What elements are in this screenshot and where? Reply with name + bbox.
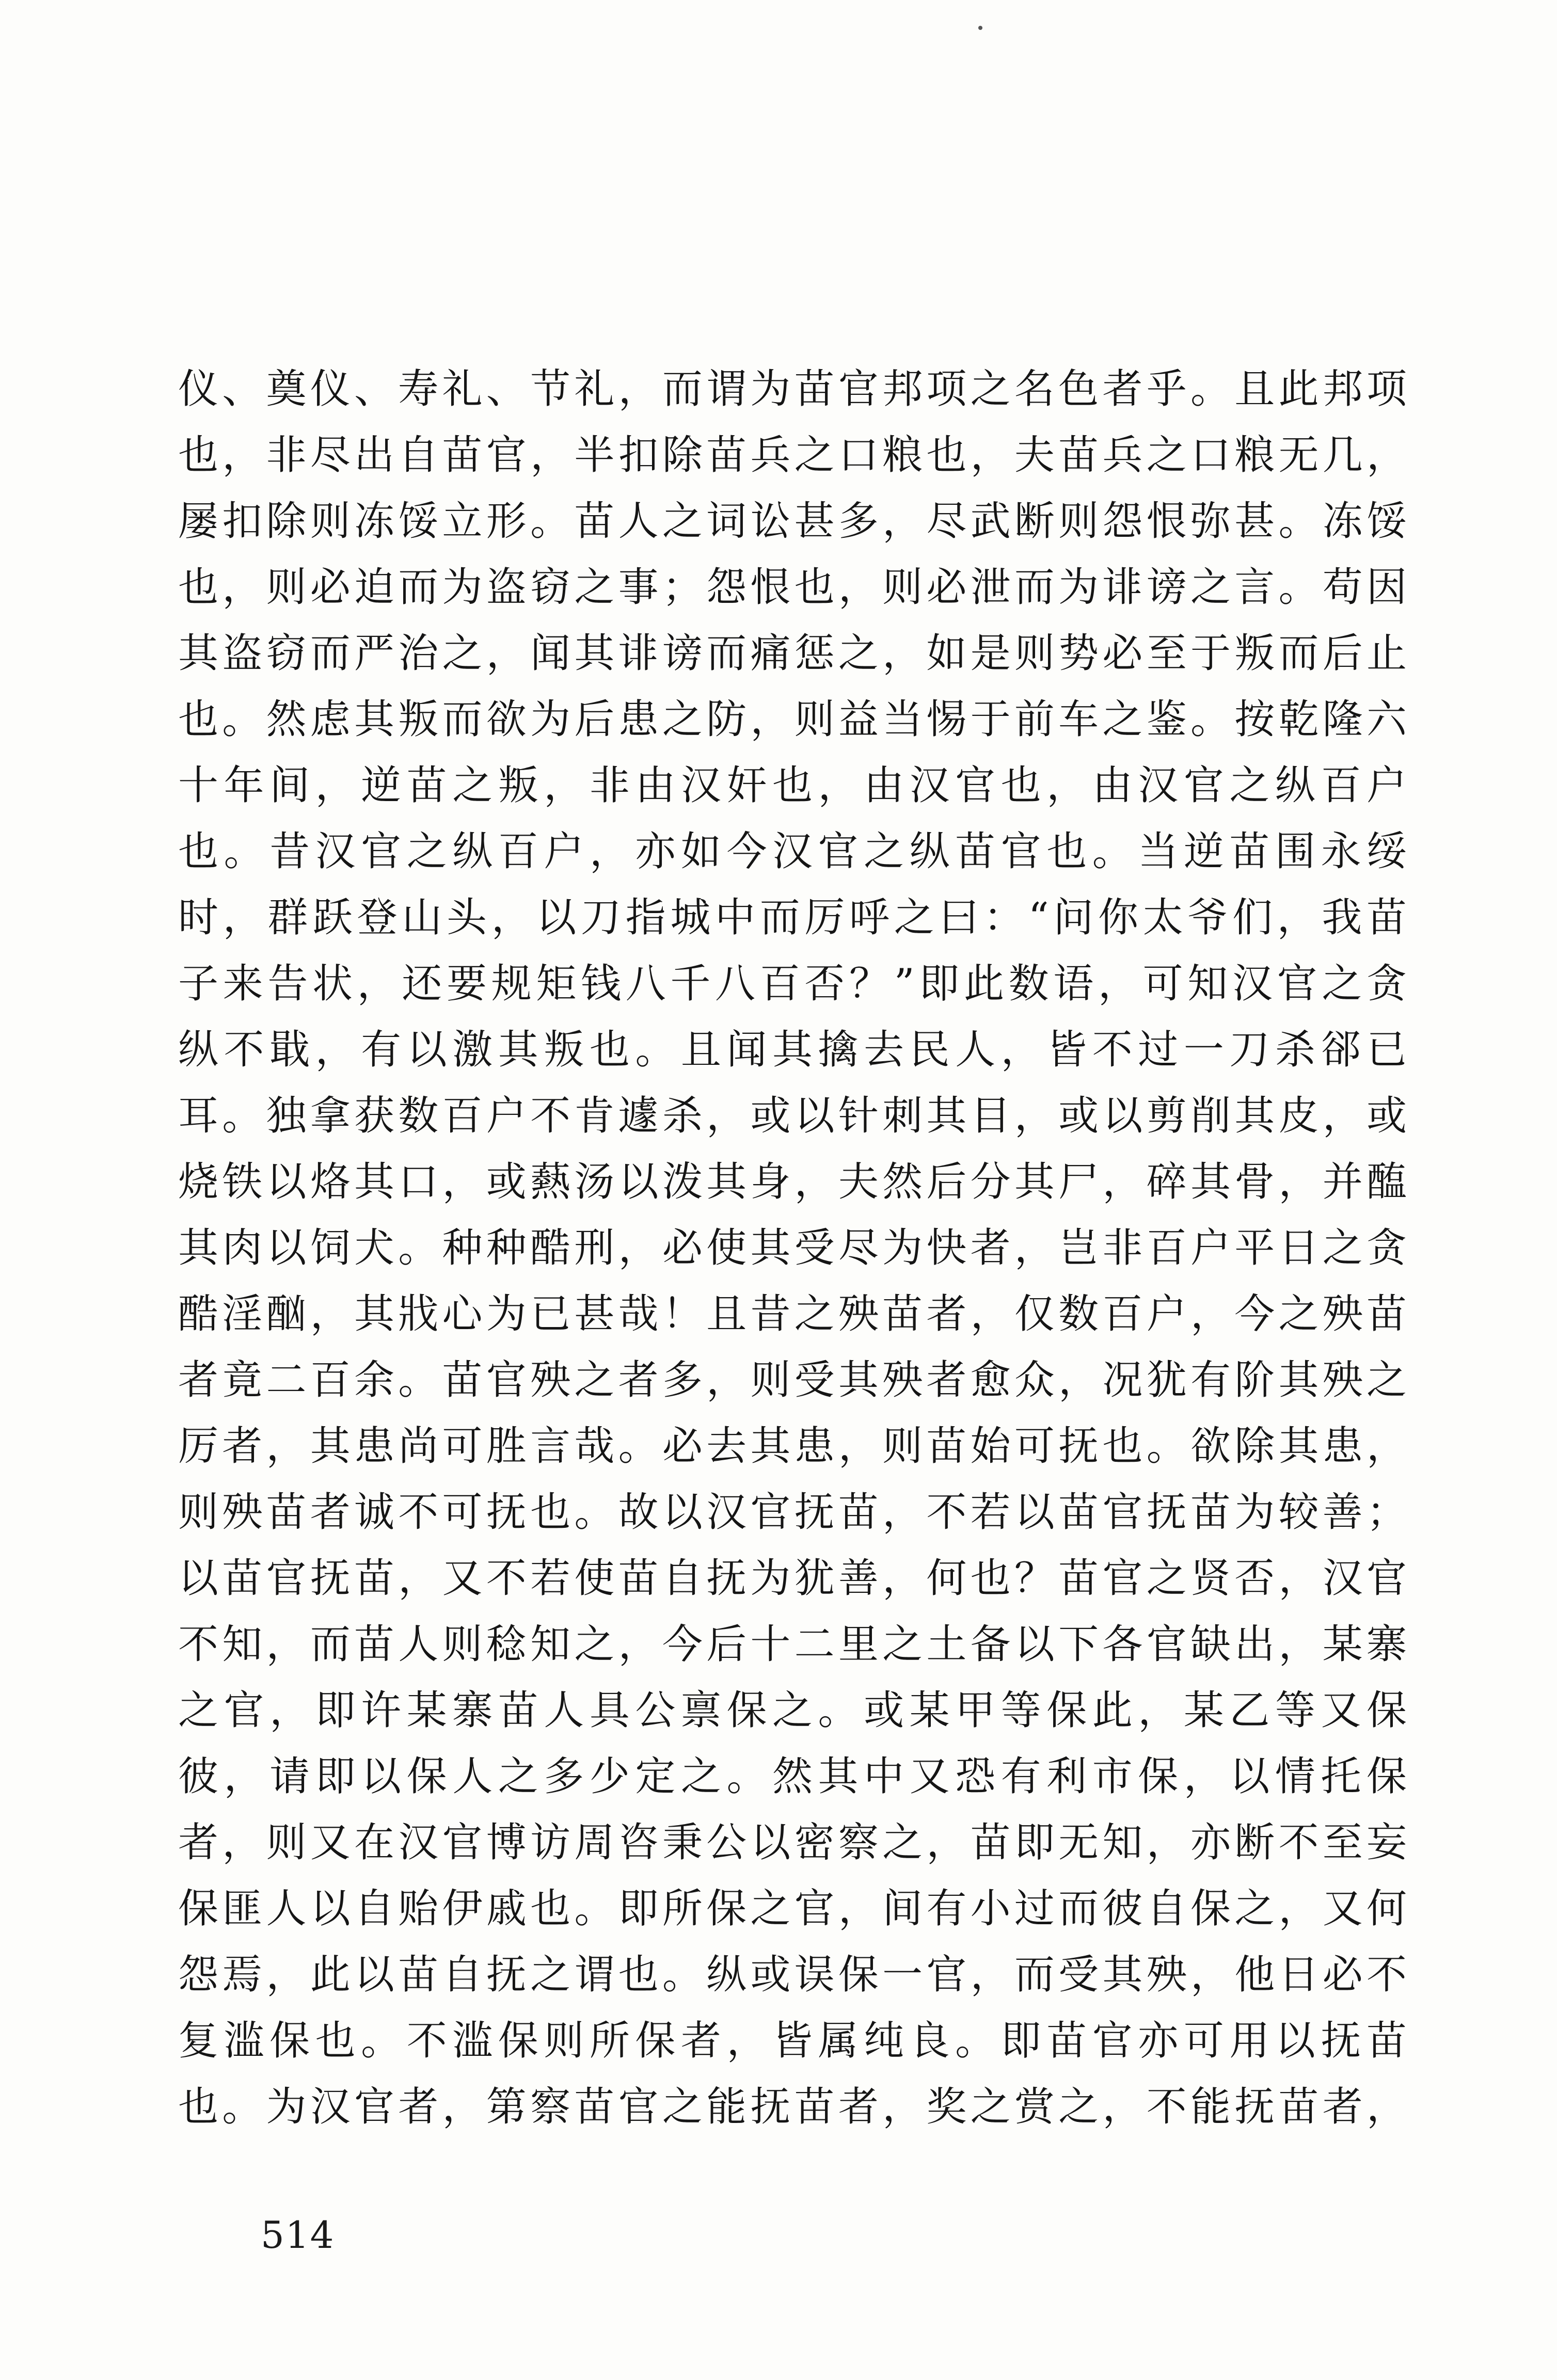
text-line: 耳。独拿获数百户不肯遽杀，或以针刺其目，或以剪削其皮，或 [178, 1093, 1407, 1139]
text-line: 其盗窃而严治之，闻其诽谤而痛惩之，如是则势必至于叛而后止 [178, 630, 1407, 677]
text-line: 之官，即许某寨苗人具公禀保之。或某甲等保此，某乙等又保 [178, 1687, 1407, 1734]
text-line: 十年间，逆苗之叛，非由汉奸也，由汉官也，由汉官之纵百户 [178, 762, 1407, 809]
text-line: 怨焉，此以苗自抚之谓也。纵或误保一官，而受其殃，他日必不 [178, 1952, 1407, 1998]
text-line: 保匪人以自贻伊戚也。即所保之官，间有小过而彼自保之，又何 [178, 1886, 1407, 1932]
text-line: 则殃苗者诚不可抚也。故以汉官抚苗，不若以苗官抚苗为较善； [178, 1489, 1407, 1536]
text-line: 酷淫酗，其戕心为已甚哉！且昔之殃苗者，仅数百户，今之殃苗 [178, 1291, 1407, 1337]
text-line: 彼，请即以保人之多少定之。然其中又恐有利市保，以情托保 [178, 1753, 1407, 1800]
scan-speck [978, 26, 982, 30]
text-line: 仪、奠仪、寿礼、节礼，而谓为苗官邦项之名色者乎。且此邦项 [178, 366, 1407, 412]
text-line: 屡扣除则冻馁立形。苗人之词讼甚多，尽武断则怨恨弥甚。冻馁 [178, 498, 1407, 545]
text-line: 厉者，其患尚可胜言哉。必去其患，则苗始可抚也。欲除其患， [178, 1423, 1407, 1469]
text-line: 也。为汉官者，第察苗官之能抚苗者，奖之赏之，不能抚苗者， [178, 2084, 1407, 2130]
text-line: 时，群跃登山头，以刀指城中而厉呼之曰：“问你太爷们，我苗 [178, 895, 1407, 941]
text-line: 其肉以饲犬。种种酷刑，必使其受尽为快者，岂非百户平日之贪 [178, 1225, 1407, 1271]
text-line: 子来告状，还要规矩钱八千八百否？”即此数语，可知汉官之贪 [178, 961, 1407, 1007]
text-line: 者，则又在汉官博访周咨秉公以密察之，苗即无知，亦断不至妄 [178, 1819, 1407, 1866]
text-line: 也。然虑其叛而欲为后患之防，则益当惕于前车之鉴。按乾隆六 [178, 696, 1407, 743]
text-line: 烧铁以烙其口，或爇汤以泼其身，夫然后分其尸，碎其骨，并醢 [178, 1159, 1407, 1205]
text-line: 以苗官抚苗，又不若使苗自抚为犹善，何也？苗官之贤否，汉官 [178, 1555, 1407, 1602]
text-line: 也，非尽出自苗官，半扣除苗兵之口粮也，夫苗兵之口粮无几， [178, 432, 1407, 478]
text-line: 复滥保也。不滥保则所保者，皆属纯良。即苗官亦可用以抚苗 [178, 2018, 1407, 2064]
text-line: 者竟二百余。苗官殃之者多，则受其殃者愈众，况犹有阶其殃之 [178, 1357, 1407, 1403]
text-line: 也。昔汉官之纵百户，亦如今汉官之纵苗官也。当逆苗围永绥 [178, 828, 1407, 875]
text-line: 也，则必迫而为盗窃之事；怨恨也，则必泄而为诽谤之言。苟因 [178, 564, 1407, 611]
text-line: 纵不戢，有以激其叛也。且闻其擒去民人，皆不过一刀杀郤已 [178, 1027, 1407, 1073]
page-number: 514 [261, 2213, 335, 2257]
text-line: 不知，而苗人则稔知之，今后十二里之土备以下各官缺出，某寨 [178, 1621, 1407, 1668]
body-text [178, 356, 1407, 2140]
